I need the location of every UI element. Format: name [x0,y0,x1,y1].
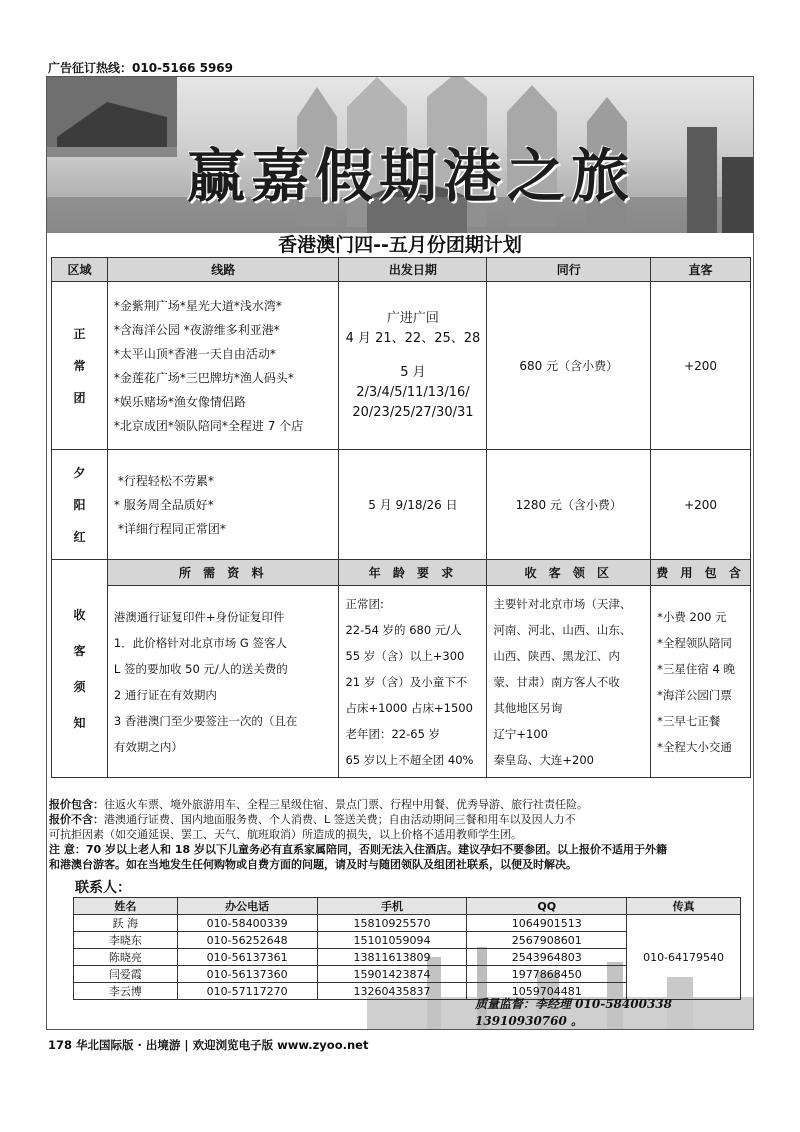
price-include: 报价包含：往返火车票、境外旅游用车、全程三星级住宿、景点门票、行程中用餐、优秀导游、旅行社责任险。 [49,798,588,811]
age-cell: 正常团: 22-54 岁的 680 元/人 55 岁（含）以上+300 21 岁（含）及小童下不 占床+1000 占床+1500 老年团：22-65 岁 65 岁以上不超全团 40% [339,586,487,778]
quality-supervisor: 质量监督：李经理 010-58400338 13910930760 。 [475,997,673,1028]
col-fees: 费 用 包 含 [651,560,751,586]
direct-price-normal: +200 [651,282,751,450]
col-region: 区域 [52,258,108,282]
table-row: 跃 海 010-58400339 15810925570 1064901513 010-64179540 [74,915,741,932]
table-row: 李晓东 010-56252648 15101059094 2567908601 [74,932,741,949]
price-exclude-cont: 可抗拒因素（如交通延误、罢工、天气、航班取消）所造成的损失，以上价格不适用教师学生团。 [49,828,522,841]
table-row [52,282,751,450]
region-notice: 收客须知 [52,560,108,778]
table-row: 李云博 010-57117270 13260435837 1059704481 [74,983,741,1000]
col-direct: 直客 [651,258,751,282]
materials-cell: 港澳通行证复印件+身份证复印件 1．此价格针对北京市场 G 签客人 L 签的要加收 50 元/人的送关费的 2 通行证在有效期内 3 香港澳门至少要签注一次的（且在 有效期之内） [107,586,339,778]
col-qq: QQ [467,898,627,915]
table-row [52,450,751,560]
contacts-title: 联系人： [75,880,131,896]
notice-row [52,586,751,778]
direct-price-sunset: +200 [651,450,751,560]
ad-hotline: 广告征订热线：010-5166 5969 [48,61,234,75]
peer-price-normal: 680 元（含小费） [487,282,651,450]
region-sunset: 夕阳红 [52,450,108,560]
dates-normal: 广进广回 4 月 21、22、25、28 5 月 2/3/4/5/11/13/16/ 20/23/25/27/30/31 [339,282,487,450]
col-office-phone: 办公电话 [177,898,317,915]
col-area: 收 客 领 区 [487,560,651,586]
banner [47,77,753,233]
area-cell: 主要针对北京市场（天津、 河南、河北、山西、山东、 山西、陕西、黑龙江、内 蒙、甘肃）南方客人不收 其他地区另询 辽宁+100 秦皇岛、大连+200 [487,586,651,778]
table-row: 陈晓亮 010-56137361 13811613809 2543964803 [74,949,741,966]
dates-sunset: 5 月 9/18/26 日 [339,450,487,560]
schedule-title: 香港澳门四--五月份团期计划 [278,234,522,256]
tour-schedule-table [51,257,751,778]
col-peer: 同行 [487,258,651,282]
price-exclude: 报价不含：港澳通行证费、国内地面服务费、个人消费、L 签送关费；自由活动期间三餐和用车以及因人力不 [49,813,576,826]
fax-number: 010-64179540 [627,915,741,1000]
col-age: 年 龄 要 求 [339,560,487,586]
route-sunset: *行程轻松不劳累* * 服务周全品质好* *详细行程同正常团* [107,450,339,560]
attention-cont: 和港澳台游客。如在当地发生任何购物或自费方面的问题，请及时与随团领队及组团社联系，以便及时解决。 [49,858,577,871]
table-header-row [52,258,751,282]
table-row: 闫爱霞 010-56137360 15901423874 1977868450 [74,966,741,983]
col-name: 姓名 [74,898,178,915]
col-date: 出发日期 [339,258,487,282]
brand-title: 赢嘉假期港之旅 [187,142,636,210]
page-frame [46,76,754,1030]
region-normal: 正常团 [52,282,108,450]
page-footer: 178 华北国际版 · 出境游 | 欢迎浏览电子版 www.zyoo.net [48,1038,369,1052]
contacts-header-row [74,898,741,915]
contacts-table [73,897,741,1000]
attention: 注 意：70 岁以上老人和 18 岁以下儿童务必有直系家属陪同，否则无法入住酒店。建议孕妇不要参团。以上报价不适用于外籍 [49,843,667,856]
col-fax: 传真 [627,898,741,915]
col-route: 线路 [107,258,339,282]
fees-cell: *小费 200 元 *全程领队陪同 *三星住宿 4 晚 *海洋公园门票 *三早七正餐 *全程大小交通 [651,586,751,778]
route-normal: *金紫荆广场*星光大道*浅水湾* *含海洋公园 *夜游维多利亚港* *太平山顶*香港一天自由活动* *金莲花广场*三巴牌坊*渔人码头* *娱乐赌场*渔女像情侣路 *北京成团*领队陪同*全程进 7 个店 [107,282,339,450]
price-notes [49,797,753,872]
peer-price-sunset: 1280 元（含小费） [487,450,651,560]
col-mobile: 手机 [317,898,467,915]
notice-header-row [52,560,751,586]
col-materials: 所 需 资 料 [107,560,339,586]
